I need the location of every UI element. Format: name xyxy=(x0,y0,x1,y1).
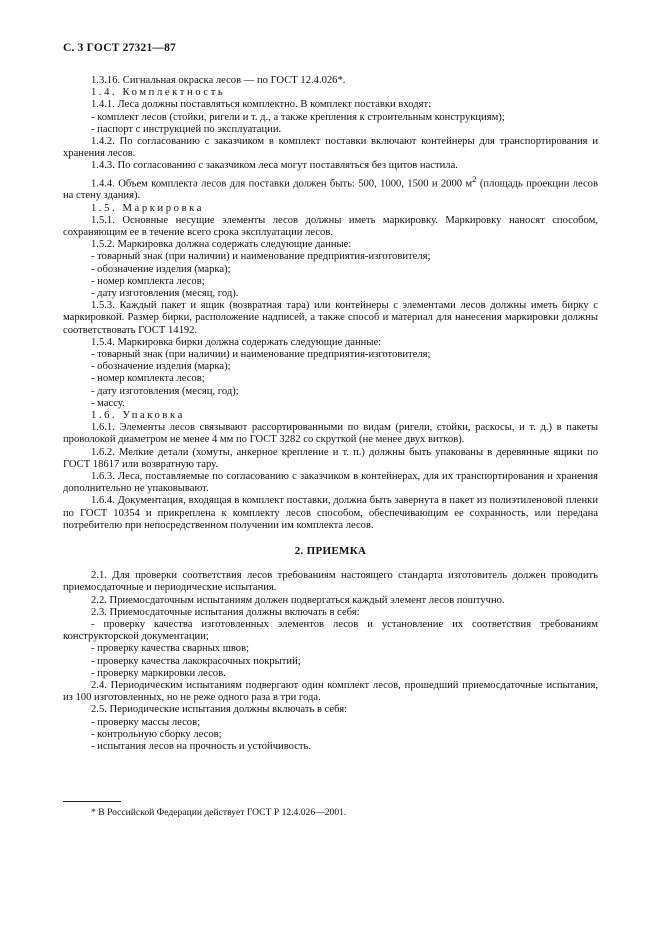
paragraph: 2.2. Приемосдаточным испытаниям должен подвергаться каждый элемент лесов поштучно. xyxy=(91,594,505,606)
page-header: С. 3 ГОСТ 27321—87 xyxy=(63,42,176,54)
section-2 xyxy=(63,570,598,753)
section-1-3-to-1-4 xyxy=(63,75,598,173)
paragraph: 1.6.2. Мелкие детали (хомуты, анкерное крепление и т. п.) должны быть упакованы в деревянные ящики по ГОСТ 18617 или возвратную тару. xyxy=(63,446,598,470)
paragraph: - проверку качества лакокрасочных покрытий; xyxy=(91,655,301,667)
paragraph: - испытания лесов на прочность и устойчивость. xyxy=(91,741,312,753)
paragraph: 1.5. Маркировка xyxy=(91,202,205,214)
paragraph: 1.5.2. Маркировка должна содержать следующие данные: xyxy=(91,239,352,251)
paragraph: 2.1. Для проверки соответствия лесов требованиям настоящего стандарта изготовитель должен проводить приемосдаточные и периодические испытания. xyxy=(63,570,598,594)
paragraph: 1.6.4. Документация, входящая в комплект поставки, должна быть завернута в пакет из полиэтиленовой пленки по ГОСТ 10354 и прикреплена к комплекту лесов способом, обеспечивающим ее сохранность, или передана потребителю при непосредственном получении им комплекта лесов. xyxy=(63,495,598,531)
paragraph: 1.4.2. По согласованию с заказчиком в комплект поставки включают контейнеры для транспортирования и хранения лесов. xyxy=(63,136,598,160)
paragraph: - товарный знак (при наличии) и наименование предприятия-изготовителя; xyxy=(91,349,431,360)
paragraph: - проверку массы лесов; xyxy=(91,716,201,728)
paragraph: - дату изготовления (месяц, год); xyxy=(91,385,239,397)
paragraph: - обозначение изделия (марка); xyxy=(91,361,231,373)
paragraph: - номер комплекта лесов; xyxy=(91,373,205,385)
section-1-5-to-1-6 xyxy=(63,203,598,532)
paragraph: 1.6. Упаковка xyxy=(91,410,185,422)
paragraph: 1.6.1. Элементы лесов связывают рассортированными по видам (ригели, стойки, раскосы, и т. д.) в пакеты проволокой диаметром не менее 4 мм по ГОСТ 3282 со скруткой (не менее двух витков). xyxy=(63,422,598,446)
paragraph: - паспорт с инструкцией по эксплуатации. xyxy=(91,123,282,135)
paragraph: 1.3.16. Сигнальная окраска лесов — по ГОСТ 12.4.026*. xyxy=(91,75,346,86)
paragraph: 1.5.1. Основные несущие элементы лесов должны иметь маркировку. Маркировку наносят способом, сохраняющим ее в течение всего срока эксплуатации лесов. xyxy=(63,214,598,238)
paragraph: - проверку маркировки лесов. xyxy=(91,667,226,679)
paragraph: 1.4.1. Леса должны поставляться комплектно. В комплект поставки входят: xyxy=(91,99,432,111)
paragraph: - обозначение изделия (марка); xyxy=(91,263,231,275)
paragraph: 2.4. Периодическим испытаниям подвергают один комплект лесов, прошедший приемосдаточные испытания, из 100 изготовленных, но не реже одного раза в три года. xyxy=(63,680,598,704)
paragraph: - массу. xyxy=(91,397,125,409)
paragraph: 1.4.3. По согласованию с заказчиком леса могут поставляться без щитов настила. xyxy=(91,160,458,172)
document-body xyxy=(63,75,598,753)
paragraph: 2.3. Приемосдаточные испытания должны включать в себя: xyxy=(91,606,360,618)
paragraph: - контрольную сборку лесов; xyxy=(91,728,222,740)
paragraph: - проверку качества сварных швов; xyxy=(91,643,250,655)
paragraph: 1.6.3. Леса, поставляемые по согласованию с заказчиком в контейнерах, для их транспортирования и хранения дополнительно не упаковывают. xyxy=(63,471,598,495)
paragraph: 1.5.3. Каждый пакет и ящик (возвратная тара) или контейнеры с элементами лесов должны иметь бирку с маркировкой. Размер бирки, расположение надписей, а также способ и материал для нанесения маркировки должны соответствовать ГОСТ 14192. xyxy=(63,300,598,336)
paragraph: - товарный знак (при наличии) и наименование предприятия-изготовителя; xyxy=(91,251,431,263)
paragraph: 1.5.4. Маркировка бирки должна содержать следующие данные: xyxy=(91,336,382,348)
paragraph: - комплект лесов (стойки, ригели и т. д., а также крепления к строительным конструкциям); xyxy=(91,111,505,123)
footnote-rule xyxy=(63,801,121,802)
paragraph: - номер комплекта лесов; xyxy=(91,275,205,287)
paragraph: - проверку качества изготовленных элементов лесов и установление их соответствия требованиям конструкторской документации; xyxy=(63,619,598,643)
paragraph: - дату изготовления (месяц, год). xyxy=(91,287,239,299)
paragraph-1-4-4: 1.4.4. Объем комплекта лесов для поставки должен быть: 500, 1000, 1500 и 2000 $м^2$ (площадь проекции лесов на стену здания). xyxy=(63,173,598,202)
paragraph: 1.4. Комплектность xyxy=(91,87,226,99)
footnote: * В Российской Федерации действует ГОСТ Р 12.4.026—2001. xyxy=(91,807,347,818)
paragraph: 2.5. Периодические испытания должны включать в себя: xyxy=(91,704,348,716)
section-title-acceptance: 2. ПРИЕМКА xyxy=(294,545,367,558)
